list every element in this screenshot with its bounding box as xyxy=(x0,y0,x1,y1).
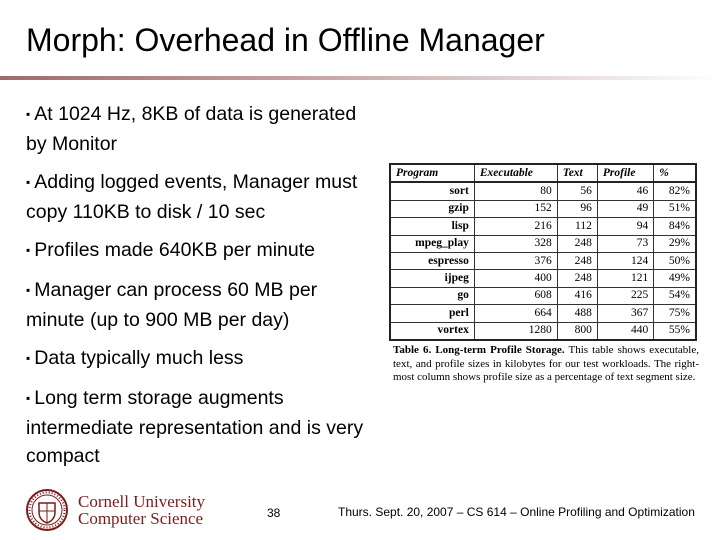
table-cell: 96 xyxy=(557,200,597,217)
table-cell: 49% xyxy=(654,270,696,287)
table-cell: 488 xyxy=(557,305,597,322)
table-cell: 50% xyxy=(654,252,696,269)
table-cell: 248 xyxy=(557,270,597,287)
table-row xyxy=(390,182,696,200)
table-row xyxy=(390,200,696,217)
table-cell: 800 xyxy=(557,322,597,340)
table-cell: 94 xyxy=(597,218,653,235)
logo-line-university: Cornell University xyxy=(78,492,206,511)
column-header: Program xyxy=(390,164,474,182)
bullet-text: Long term storage augments intermediate representation and is very compact xyxy=(26,387,364,467)
table xyxy=(389,163,697,341)
column-header: Text xyxy=(557,164,597,182)
slide-title: Morph: Overhead in Offline Manager xyxy=(26,22,545,58)
bullet-item xyxy=(26,276,376,334)
column-header: % xyxy=(654,164,696,182)
table-cell: 54% xyxy=(654,287,696,304)
table-cell: 46 xyxy=(597,182,653,200)
table-cell: 112 xyxy=(557,218,597,235)
table-cell: go xyxy=(390,287,474,304)
bullet-item xyxy=(26,344,376,374)
bullet-item xyxy=(26,236,376,266)
caption-lead: Table 6. Long-term Profile Storage. xyxy=(393,344,565,356)
table-cell: 608 xyxy=(474,287,557,304)
table-cell: lisp xyxy=(390,218,474,235)
bullet-item xyxy=(26,384,376,470)
bullet-marker: ▪ xyxy=(26,243,31,257)
table-cell: vortex xyxy=(390,322,474,340)
table-cell: 225 xyxy=(597,287,653,304)
profile-storage-table xyxy=(389,163,697,341)
table-cell: sort xyxy=(390,182,474,200)
table-row xyxy=(390,287,696,304)
table-cell: 84% xyxy=(654,218,696,235)
table-cell: 248 xyxy=(557,235,597,252)
bullet-marker: ▪ xyxy=(26,283,31,297)
table-row xyxy=(390,235,696,252)
bullet-text: Adding logged events, Manager must copy 110KB to disk / 10 sec xyxy=(26,171,358,223)
table-cell: 376 xyxy=(474,252,557,269)
table-header-row xyxy=(390,164,696,182)
bullet-list xyxy=(26,100,376,480)
cornell-seal-icon xyxy=(26,489,68,531)
table-row xyxy=(390,270,696,287)
table-cell: 75% xyxy=(654,305,696,322)
table-cell: 664 xyxy=(474,305,557,322)
table-cell: 124 xyxy=(597,252,653,269)
table-cell: 56 xyxy=(557,182,597,200)
cornell-logo xyxy=(26,489,216,531)
table-row xyxy=(390,252,696,269)
column-header: Profile xyxy=(597,164,653,182)
table-cell: 82% xyxy=(654,182,696,200)
bullet-item xyxy=(26,100,376,158)
bullet-marker: ▪ xyxy=(26,175,31,189)
table-cell: 49 xyxy=(597,200,653,217)
table-cell: gzip xyxy=(390,200,474,217)
bullet-marker: ▪ xyxy=(26,107,31,121)
column-header: Executable xyxy=(474,164,557,182)
table-cell: ijpeg xyxy=(390,270,474,287)
table-cell: 440 xyxy=(597,322,653,340)
logo-line-department: Computer Science xyxy=(78,509,204,528)
page-number: 38 xyxy=(267,506,281,520)
table-cell: 51% xyxy=(654,200,696,217)
table-cell: 400 xyxy=(474,270,557,287)
bullet-text: Data typically much less xyxy=(34,347,244,369)
table-cell: perl xyxy=(390,305,474,322)
table-cell: 29% xyxy=(654,235,696,252)
table-cell: 1280 xyxy=(474,322,557,340)
bullet-marker: ▪ xyxy=(26,351,31,365)
bullet-text: Profiles made 640KB per minute xyxy=(34,239,315,261)
table-cell: 55% xyxy=(654,322,696,340)
table-row xyxy=(390,218,696,235)
table-cell: 152 xyxy=(474,200,557,217)
table-cell: 73 xyxy=(597,235,653,252)
table-cell: 216 xyxy=(474,218,557,235)
bullet-text: At 1024 Hz, 8KB of data is generated by Monitor xyxy=(26,103,357,155)
table-cell: espresso xyxy=(390,252,474,269)
table-caption xyxy=(393,344,699,385)
footer-note: Thurs. Sept. 20, 2007 – CS 614 – Online Profiling and Optimization xyxy=(338,505,695,519)
table-cell: 121 xyxy=(597,270,653,287)
bullet-marker: ▪ xyxy=(26,391,31,405)
table-cell: 328 xyxy=(474,235,557,252)
caption-text: This table shows executable, text, and profile sizes in kilobytes for our test workloads. The right-most column shows profile size as a percentage of text segment size. xyxy=(393,344,699,383)
bullet-text: Manager can process 60 MB per minute (up to 900 MB per day) xyxy=(26,279,318,331)
table-cell: 80 xyxy=(474,182,557,200)
table-row xyxy=(390,322,696,340)
table-row xyxy=(390,305,696,322)
bullet-item xyxy=(26,168,376,226)
title-divider xyxy=(0,76,720,80)
table-cell: mpeg_play xyxy=(390,235,474,252)
table-cell: 248 xyxy=(557,252,597,269)
logo-wordmark xyxy=(78,493,205,527)
table-cell: 367 xyxy=(597,305,653,322)
table-cell: 416 xyxy=(557,287,597,304)
